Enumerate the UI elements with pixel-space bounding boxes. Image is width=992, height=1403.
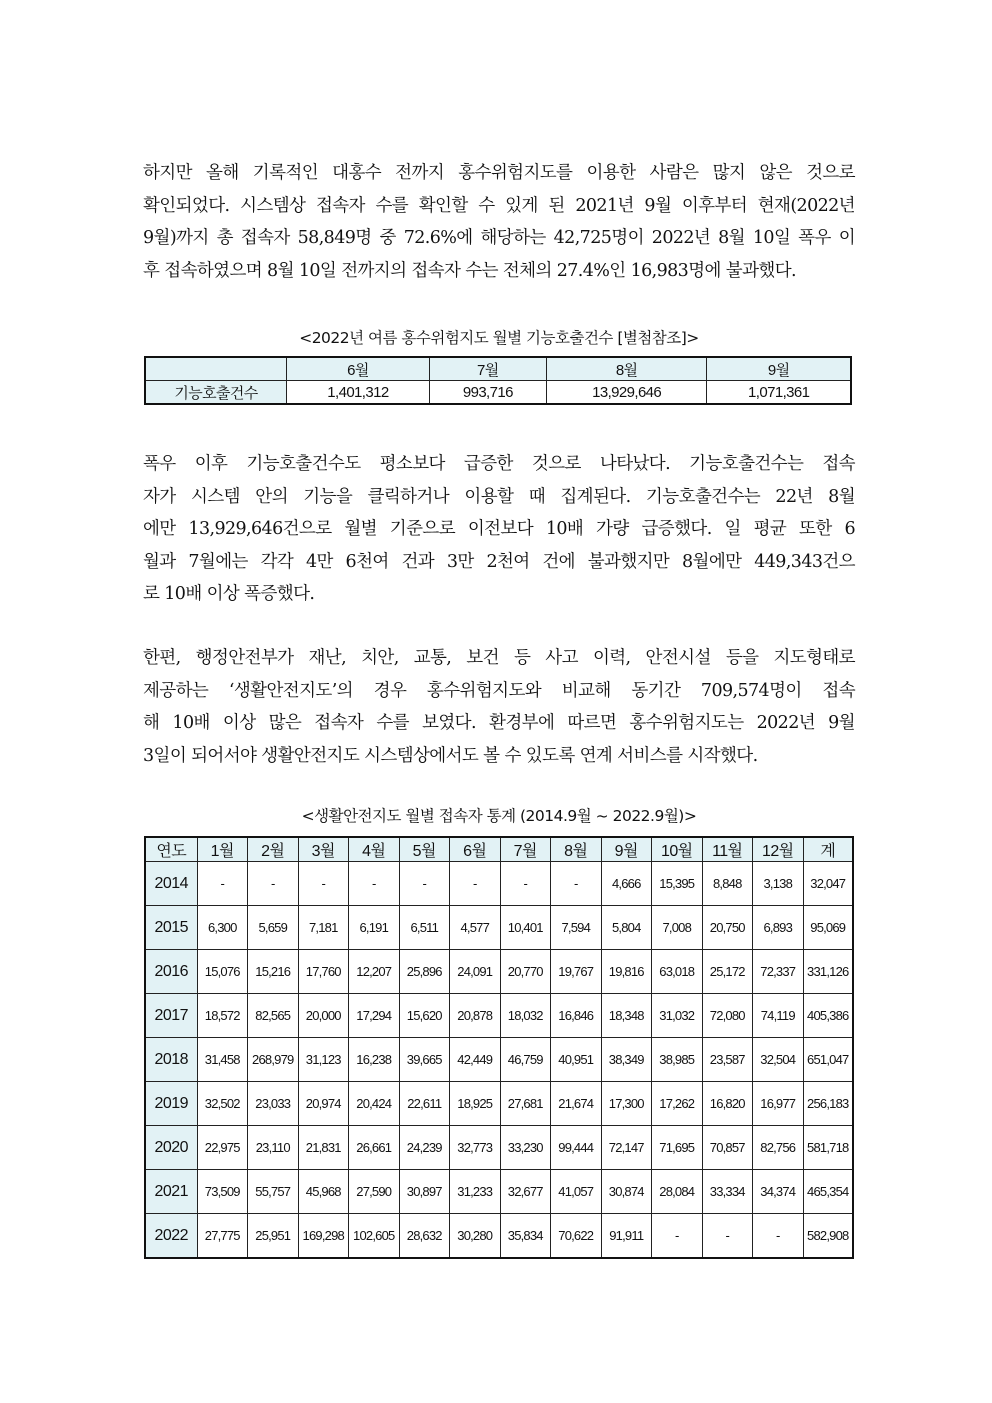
table1-header-cell: 8월 (546, 357, 707, 381)
table2-value-cell: - (197, 862, 248, 906)
table2-value-cell: 18,572 (197, 994, 248, 1038)
table2-row (145, 1126, 853, 1170)
table2-value-cell: 20,878 (450, 994, 501, 1038)
safety-map-visitors-table (144, 836, 854, 1259)
table2-value-cell: 20,424 (349, 1082, 400, 1126)
table2-value-cell: 30,280 (450, 1214, 501, 1259)
table2-value-cell: - (450, 862, 501, 906)
table2-value-cell: 5,804 (601, 906, 652, 950)
table2-value-cell: 82,565 (248, 994, 299, 1038)
paragraph-line: 폭우 이후 기능호출건수도 평소보다 급증한 것으로 나타났다. 기능호출건수는 접속 (143, 454, 855, 474)
table2-header-cell: 10월 (652, 837, 703, 862)
table2-total-cell: 581,718 (803, 1126, 853, 1170)
table2-total-cell: 32,047 (803, 862, 853, 906)
table2-value-cell: 82,756 (753, 1126, 804, 1170)
table2-header-cell: 4월 (349, 837, 400, 862)
table2-header-cell: 9월 (601, 837, 652, 862)
paragraph-line: 로 10배 이상 폭증했다. (143, 584, 315, 604)
table2-header-cell: 7월 (500, 837, 551, 862)
table2-value-cell: 7,008 (652, 906, 703, 950)
table2-value-cell: 30,897 (399, 1170, 450, 1214)
table1-row-label: 기능호출건수 (145, 381, 287, 405)
table2-value-cell: 20,770 (500, 950, 551, 994)
table2-year-cell: 2022 (145, 1214, 197, 1259)
table2-value-cell: 25,951 (248, 1214, 299, 1259)
table2-header-cell: 1월 (197, 837, 248, 862)
table2-value-cell: 21,831 (298, 1126, 349, 1170)
table2-value-cell: 4,577 (450, 906, 501, 950)
table1-header-cell: 9월 (707, 357, 851, 381)
table2-total-cell: 331,126 (803, 950, 853, 994)
table2-year-cell: 2019 (145, 1082, 197, 1126)
table2-value-cell: 7,181 (298, 906, 349, 950)
table2-value-cell: 4,666 (601, 862, 652, 906)
table2-value-cell: 27,590 (349, 1170, 400, 1214)
table2-value-cell: 6,511 (399, 906, 450, 950)
table2-value-cell: 74,119 (753, 994, 804, 1038)
table1-row (145, 381, 851, 405)
table2-year-cell: 2014 (145, 862, 197, 906)
table2-value-cell: 6,893 (753, 906, 804, 950)
table2-value-cell: - (551, 862, 602, 906)
table2-value-cell: 72,147 (601, 1126, 652, 1170)
table2-value-cell: 17,294 (349, 994, 400, 1038)
paragraph-line: 한편, 행정안전부가 재난, 치안, 교통, 보건 등 사고 이력, 안전시설 등을 지도형태로 (143, 648, 855, 668)
table2-header-cell: 11월 (702, 837, 753, 862)
table2-value-cell: - (652, 1214, 703, 1259)
table2-value-cell: 169,298 (298, 1214, 349, 1259)
table2-value-cell: - (399, 862, 450, 906)
table2-value-cell: 31,233 (450, 1170, 501, 1214)
paragraph-safety-map (143, 642, 855, 772)
table1-value-cell: 1,401,312 (287, 381, 430, 405)
table2-value-cell: 72,080 (702, 994, 753, 1038)
table2-value-cell: 33,230 (500, 1126, 551, 1170)
table2-value-cell: 8,848 (702, 862, 753, 906)
table2-value-cell: - (298, 862, 349, 906)
table2-value-cell: 16,238 (349, 1038, 400, 1082)
table2-total-cell: 651,047 (803, 1038, 853, 1082)
table2-value-cell: - (248, 862, 299, 906)
table2-value-cell: - (349, 862, 400, 906)
table2-value-cell: 10,401 (500, 906, 551, 950)
table2-value-cell: 19,767 (551, 950, 602, 994)
table2-year-cell: 2015 (145, 906, 197, 950)
table2-row (145, 1038, 853, 1082)
table2-value-cell: 7,594 (551, 906, 602, 950)
table2-value-cell: 71,695 (652, 1126, 703, 1170)
paragraph-line: 제공하는 ‘생활안전지도’의 경우 홍수위험지도와 비교해 동기간 709,574명이 접속 (143, 680, 855, 701)
table2-value-cell: 24,239 (399, 1126, 450, 1170)
table2-value-cell: 22,611 (399, 1082, 450, 1126)
table2-value-cell: 18,348 (601, 994, 652, 1038)
table2-value-cell: 17,760 (298, 950, 349, 994)
table2-row (145, 1170, 853, 1214)
table2-row (145, 906, 853, 950)
table2-value-cell: 18,925 (450, 1082, 501, 1126)
table2-value-cell: 45,968 (298, 1170, 349, 1214)
table1-value-cell: 1,071,361 (707, 381, 851, 405)
table2-value-cell: 27,681 (500, 1082, 551, 1126)
table2-value-cell: 20,750 (702, 906, 753, 950)
table2-value-cell: 26,661 (349, 1126, 400, 1170)
table2-value-cell: 16,977 (753, 1082, 804, 1126)
table2-total-cell: 465,354 (803, 1170, 853, 1214)
table2-year-cell: 2016 (145, 950, 197, 994)
table2-value-cell: 3,138 (753, 862, 804, 906)
table2-value-cell: 31,032 (652, 994, 703, 1038)
table2-value-cell: - (753, 1214, 804, 1259)
paragraph-line: 확인되었다. 시스템상 접속자 수를 확인할 수 있게 된 2021년 9월 이후부터 현재(2022년 (143, 195, 855, 216)
table2-value-cell: 19,816 (601, 950, 652, 994)
table2-value-cell: 23,110 (248, 1126, 299, 1170)
table2-value-cell: 268,979 (248, 1038, 299, 1082)
table2-header-row (145, 837, 853, 862)
table2-value-cell: 15,395 (652, 862, 703, 906)
table2-year-cell: 2018 (145, 1038, 197, 1082)
table2-total-cell: 256,183 (803, 1082, 853, 1126)
table2-header-cell: 5월 (399, 837, 450, 862)
table2-value-cell: 25,896 (399, 950, 450, 994)
table2-value-cell: 35,834 (500, 1214, 551, 1259)
table2-caption: <생활안전지도 월별 접속자 통계 (2014.9월 ~ 2022.9월)> (301, 807, 697, 825)
table2-value-cell: 102,605 (349, 1214, 400, 1259)
table1-caption: <2022년 여름 홍수위험지도 월별 기능호출건수 [별첨참조]> (299, 329, 699, 347)
table2-year-cell: 2017 (145, 994, 197, 1038)
paragraph-line: 해 10배 이상 많은 접속자 수를 보였다. 환경부에 따르면 홍수위험지도는 2022년 9월 (143, 713, 855, 733)
table2-value-cell: 27,775 (197, 1214, 248, 1259)
paragraph-line: 3일이 되어서야 생활안전지도 시스템상에서도 볼 수 있도록 연계 서비스를 시작했다. (143, 745, 758, 766)
table2-value-cell: 16,820 (702, 1082, 753, 1126)
table2-value-cell: - (500, 862, 551, 906)
table2-row (145, 994, 853, 1038)
table2-value-cell: 32,677 (500, 1170, 551, 1214)
table2-value-cell: 24,091 (450, 950, 501, 994)
table2-year-cell: 2021 (145, 1170, 197, 1214)
table2-value-cell: 25,172 (702, 950, 753, 994)
table2-value-cell: 15,216 (248, 950, 299, 994)
paragraph-line: 하지만 올해 기록적인 대홍수 전까지 홍수위험지도를 이용한 사람은 많지 않은 것으로 (143, 163, 855, 183)
table2-value-cell: 55,757 (248, 1170, 299, 1214)
table2-value-cell: 20,974 (298, 1082, 349, 1126)
table2-value-cell: 31,458 (197, 1038, 248, 1082)
table2-value-cell: 21,674 (551, 1082, 602, 1126)
table2-value-cell: 18,032 (500, 994, 551, 1038)
table2-value-cell: 42,449 (450, 1038, 501, 1082)
table1-header-blank (145, 357, 287, 381)
table1-value-cell: 13,929,646 (546, 381, 707, 405)
table2-value-cell: 15,076 (197, 950, 248, 994)
table2-row (145, 862, 853, 906)
table2-value-cell: 32,502 (197, 1082, 248, 1126)
table2-value-cell: 33,334 (702, 1170, 753, 1214)
table2-value-cell: 70,622 (551, 1214, 602, 1259)
table2-value-cell: 39,665 (399, 1038, 450, 1082)
table2-value-cell: 72,337 (753, 950, 804, 994)
table2-year-cell: 2020 (145, 1126, 197, 1170)
table2-row (145, 1082, 853, 1126)
paragraph-line: 월과 7월에는 각각 4만 6천여 건과 3만 2천여 건에 불과했지만 8월에만 449,343건으 (143, 551, 855, 572)
paragraph-line: 후 접속하였으며 8월 10일 전까지의 접속자 수는 전체의 27.4%인 16,983명에 불과했다. (143, 260, 796, 281)
table2-value-cell: 12,207 (349, 950, 400, 994)
table2-value-cell: 99,444 (551, 1126, 602, 1170)
table2-value-cell: 73,509 (197, 1170, 248, 1214)
table2-value-cell: 41,057 (551, 1170, 602, 1214)
table2-value-cell: 5,659 (248, 906, 299, 950)
table2-value-cell: 22,975 (197, 1126, 248, 1170)
table2-value-cell: 46,759 (500, 1038, 551, 1082)
table2-value-cell: 17,300 (601, 1082, 652, 1126)
table2-value-cell: 30,874 (601, 1170, 652, 1214)
table2-value-cell: 31,123 (298, 1038, 349, 1082)
paragraph-line: 에만 13,929,646건으로 월별 기준으로 이전보다 10배 가량 급증했다. 일 평균 또한 6 (143, 519, 855, 539)
table2-value-cell: 28,632 (399, 1214, 450, 1259)
paragraph-function-calls (143, 448, 855, 611)
paragraph-line: 9월)까지 총 접속자 58,849명 중 72.6%에 해당하는 42,725명이 2022년 8월 10일 폭우 이 (143, 228, 855, 248)
table2-header-cell: 계 (803, 837, 853, 862)
table2-row (145, 1214, 853, 1259)
table2-value-cell: 6,191 (349, 906, 400, 950)
table2-value-cell: 23,587 (702, 1038, 753, 1082)
table2-value-cell: 34,374 (753, 1170, 804, 1214)
table2-value-cell: 38,349 (601, 1038, 652, 1082)
table1-header-cell: 7월 (429, 357, 546, 381)
table2-total-cell: 405,386 (803, 994, 853, 1038)
table2-value-cell: 63,018 (652, 950, 703, 994)
table2-value-cell: 91,911 (601, 1214, 652, 1259)
table1-value-cell: 993,716 (429, 381, 546, 405)
function-calls-table (144, 356, 852, 405)
table2-header-cell: 12월 (753, 837, 804, 862)
table2-value-cell: 17,262 (652, 1082, 703, 1126)
table1-header-row (145, 357, 851, 381)
table2-value-cell: 32,773 (450, 1126, 501, 1170)
table2-value-cell: 70,857 (702, 1126, 753, 1170)
table2-value-cell: 16,846 (551, 994, 602, 1038)
table2-header-cell: 8월 (551, 837, 602, 862)
table2-header-cell: 6월 (450, 837, 501, 862)
table2-value-cell: 23,033 (248, 1082, 299, 1126)
table2-value-cell: 40,951 (551, 1038, 602, 1082)
table2-value-cell: 38,985 (652, 1038, 703, 1082)
paragraph-flood-map-usage (143, 157, 855, 287)
table2-total-cell: 95,069 (803, 906, 853, 950)
table2-value-cell: - (702, 1214, 753, 1259)
table2-value-cell: 15,620 (399, 994, 450, 1038)
table2-value-cell: 6,300 (197, 906, 248, 950)
table2-total-cell: 582,908 (803, 1214, 853, 1259)
table2-header-year: 연도 (145, 837, 197, 862)
table2-header-cell: 2월 (248, 837, 299, 862)
table2-row (145, 950, 853, 994)
table2-value-cell: 20,000 (298, 994, 349, 1038)
table2-value-cell: 32,504 (753, 1038, 804, 1082)
table1-header-cell: 6월 (287, 357, 430, 381)
paragraph-line: 자가 시스템 안의 기능을 클릭하거나 이용할 때 집계된다. 기능호출건수는 22년 8월 (143, 486, 855, 507)
table2-header-cell: 3월 (298, 837, 349, 862)
table2-value-cell: 28,084 (652, 1170, 703, 1214)
